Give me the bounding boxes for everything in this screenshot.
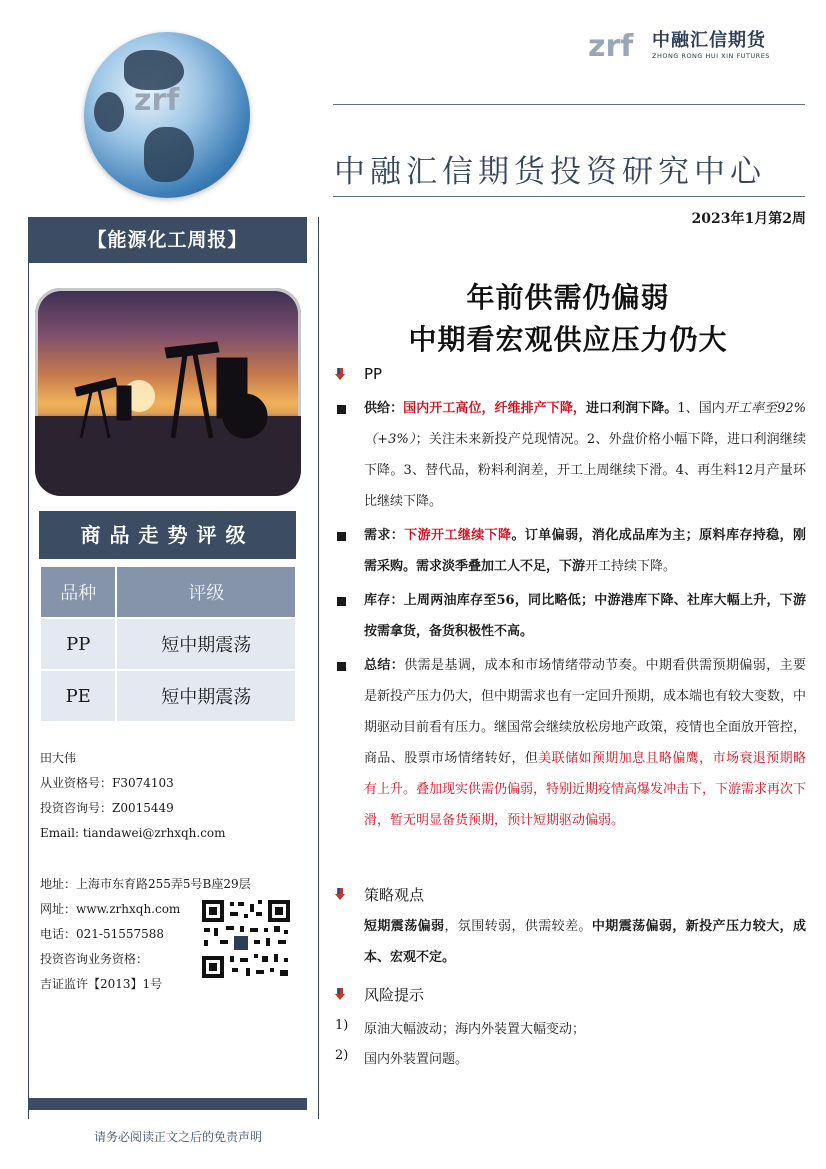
rating-value: 短中期震荡 bbox=[116, 670, 296, 722]
report-date: 2023年1月第2周 bbox=[691, 211, 806, 227]
qualification-label: 投资咨询业务资格： bbox=[40, 952, 149, 966]
supply-highlight: 国内开工高位，纤维排产下降， bbox=[403, 401, 586, 416]
bullet-square-icon bbox=[337, 532, 346, 541]
oil-pump-photo bbox=[35, 288, 301, 496]
svg-text:zrf: zrf bbox=[134, 83, 180, 118]
strategy-paragraph bbox=[364, 911, 806, 973]
risk-number: 2) bbox=[335, 1048, 349, 1063]
consult-number: 投资咨询号：Z0015449 bbox=[40, 801, 174, 815]
arrow-down-icon bbox=[335, 368, 345, 380]
supply-paragraph bbox=[364, 393, 806, 517]
globe-logo-icon bbox=[134, 80, 218, 120]
report-type-banner: 【能源化工周报】 bbox=[28, 217, 307, 263]
headline-primary: 年前供需仍偏弱 bbox=[466, 281, 670, 314]
summary-paragraph bbox=[364, 650, 806, 836]
company-phone: 电话：021-51557588 bbox=[40, 927, 165, 941]
brand-logo bbox=[588, 24, 788, 66]
company-website[interactable]: 网址：www.zrhxqh.com bbox=[40, 902, 181, 916]
brand-logo-icon bbox=[588, 24, 650, 66]
demand-label: 需求： bbox=[364, 528, 405, 543]
column-header-item: 品种 bbox=[40, 566, 116, 618]
risk-number: 1) bbox=[335, 1018, 349, 1033]
brand-subtitle: ZHONG RONG HUI XIN FUTURES bbox=[652, 52, 770, 60]
table-row bbox=[40, 670, 296, 722]
rating-item: PP bbox=[40, 618, 116, 670]
rating-value: 短中期震荡 bbox=[116, 618, 296, 670]
analyst-email: Email: tiandawei@zrhxqh.com bbox=[40, 826, 226, 840]
analyst-name: 田大伟 bbox=[40, 751, 77, 765]
license-number: 从业资格号：F3074103 bbox=[40, 776, 174, 790]
supply-bold: 进口利润下降。 bbox=[585, 401, 678, 416]
supply-text: 1、国内 bbox=[677, 401, 725, 416]
permit-number: 吉证监许【2013】1号 bbox=[40, 977, 163, 991]
strategy-bold: 短期震荡偏弱 bbox=[364, 919, 445, 934]
company-address: 地址：上海市东育路255弄5号B座29层 bbox=[40, 877, 251, 891]
section-strategy: 策略观点 bbox=[364, 886, 425, 904]
oil-pump-silhouette-icon bbox=[35, 288, 301, 496]
summary-highlight: 美联储如预期加息且略偏鹰，市场衰退预期略有上升。叠加现实供需仍偏弱，特别近期疫情高爆发冲击下，下游需求再次下滑，暂无明显备货预期，预计短期驱动偏弱。 bbox=[364, 751, 807, 828]
research-center-title: 中融汇信期货投资研究中心 bbox=[334, 154, 766, 190]
arrow-down-icon bbox=[335, 988, 345, 1000]
inventory-bold: 上周两油库存至56，同比略低；中游港库下降、社库大幅上升，下游按需拿货， bbox=[364, 593, 806, 639]
risk-item: 国内外装置问题。 bbox=[364, 1052, 469, 1067]
summary-label: 总结： bbox=[364, 658, 405, 673]
divider bbox=[333, 196, 805, 197]
analyst-contact bbox=[40, 746, 310, 846]
supply-italic: 开工率至92%（+3%） bbox=[364, 401, 806, 447]
supply-label: 供给： bbox=[364, 401, 404, 416]
arrow-down-icon bbox=[335, 888, 345, 900]
headline-secondary: 中期看宏观供应压力仍大 bbox=[408, 323, 728, 356]
column-header-rating: 评级 bbox=[116, 566, 296, 618]
demand-bold: 。订单偏弱，消化成品库为主；原料库存持稳，刚需采购。需求淡季叠加工人不足，下游 bbox=[364, 528, 806, 574]
strategy-bold: 中期震荡偏弱，新投产压力较大，成本、宏观不定。 bbox=[364, 919, 806, 965]
disclaimer-note: 请务必阅读正文之后的免责声明 bbox=[93, 1130, 262, 1144]
svg-text:zrf: zrf bbox=[588, 29, 634, 64]
qr-code-icon bbox=[200, 898, 292, 980]
sidebar-footer-bar bbox=[28, 1098, 307, 1110]
strategy-text: ，氛围转弱，供需较差。 bbox=[444, 919, 592, 934]
inventory-paragraph bbox=[364, 585, 806, 647]
risk-item: 原油大幅波动；海内外装置大幅变动； bbox=[364, 1022, 586, 1037]
section-pp: PP bbox=[364, 365, 383, 383]
bullet-square-icon bbox=[337, 662, 346, 671]
brand-name: 中融汇信期货 bbox=[652, 30, 766, 51]
inventory-label: 库存： bbox=[364, 593, 404, 608]
supply-text: ；关注未来新投产兑现情况。2、外盘价格小幅下降，进口利润继续下降。3、替代品，粉料利润差，开工上周继续下滑。4、再生料12月产量环比继续下降。 bbox=[364, 432, 806, 509]
demand-highlight: 下游开工继续下降 bbox=[404, 528, 512, 543]
rating-title: 商品走势评级 bbox=[39, 511, 296, 559]
demand-text: 开工持续下降。 bbox=[585, 559, 677, 574]
summary-text: 供需是基调，成本和市场情绪带动节奏。中期看供需预期偏弱，主要是新投产压力仍大，但中期需求也有一定回升预期，成本端也有较大变数，中期驱动目前看有压力。继国常会继续放松房地产政策，疫情也全面放开管控，商品、股票市场情绪转好，但 bbox=[364, 658, 807, 766]
bullet-square-icon bbox=[337, 597, 346, 606]
demand-paragraph bbox=[364, 520, 806, 582]
inventory-text: 备货积极性不高。 bbox=[429, 624, 534, 639]
table-row bbox=[40, 618, 296, 670]
bullet-square-icon bbox=[337, 405, 346, 414]
section-risk: 风险提示 bbox=[364, 986, 425, 1004]
divider bbox=[333, 104, 805, 105]
rating-item: PE bbox=[40, 670, 116, 722]
rating-table bbox=[39, 565, 297, 723]
